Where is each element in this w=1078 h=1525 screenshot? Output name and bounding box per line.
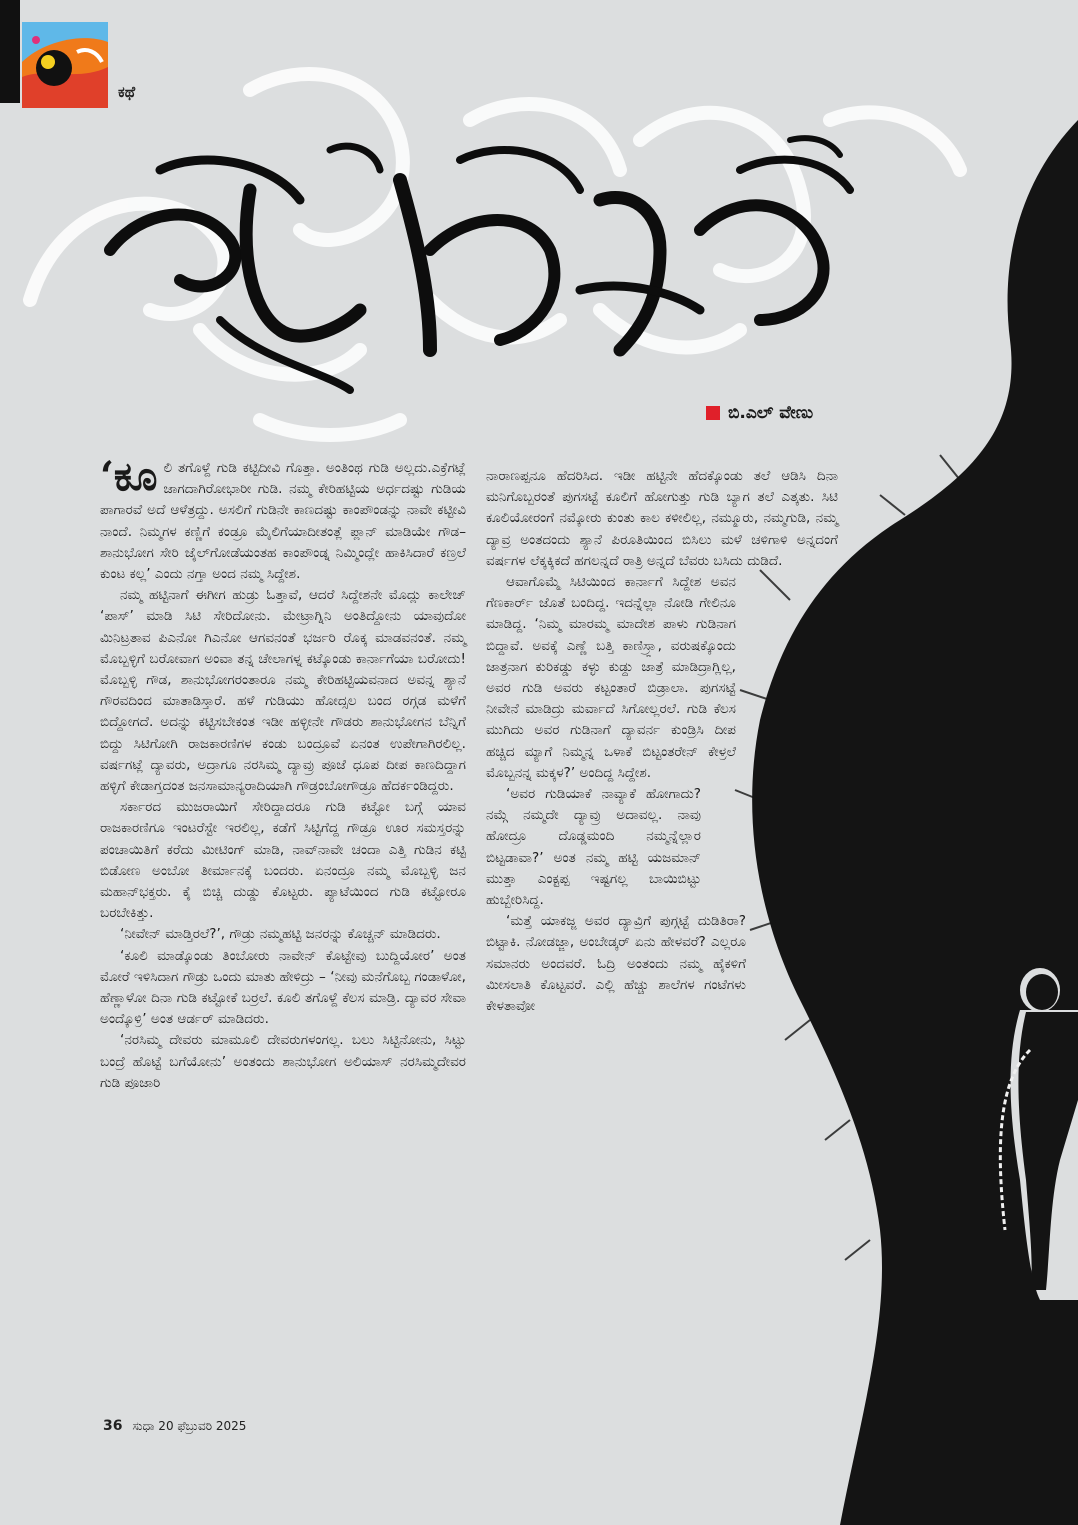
article-column-2 [486,466,838,1017]
page-footer [103,1418,246,1434]
article-paragraph: ನಮ್ಮ ಹಟ್ಟಿನಾಗೆ ಈಗೀಗ ಹುಡ್ರು ಓತ್ತಾವೆ, ಆದರೆ ಸಿದ್ದೇಶನೇ ಮೊದ್ಲು ಕಾಲೇಜ್ ‘ಪಾಸ್’ ಮಾಡಿ ಸಿಟಿ ಸೇರಿದೋನು. ಮೇಟ್ರಾಗ್ನಿನಿ ಅಂತಿದ್ದೋನು ಯಾವುದೋ ಮಿನಿಟ್ರತಾವ ಪಿಎನೋ ಗಿಎನೋ ಆಗವನಂತೆ ಭರ್ಜರಿ ರೊಕ್ಕ ಮಾಡವನಂತೆ. ನಮ್ಮ ಮೊಬ್ಬಳ್ಳಿಗೆ ಬರೋವಾಗ ಅಂವಾ ತನ್ನ ಚೇಲಾಗಳ್ನ ಕಟ್ಕೊಂಡು ಕಾರ್ನಾಗೆಯಾ ಬರೋದು! ಮೊಬ್ಬಳ್ಳಿ ಗೌಡ, ಶಾನುಭೋಗರಂತಾರೂ ನಮ್ಮ ಕೇರಿಹಟ್ಟಿಯವನಾದ ಅವನ್ನ ಶ್ಯಾನೆ ಗೌರವದಿಂದ ಮಾತಾಡಿಸ್ತಾರೆ. ಹಳೆ ಗುಡಿಯು ಹೋದ್ಸಲ ಬಂದ ರಗ್ಗಡ ಮಳೆಗೆ ಬಿದ್ದೋಗದೆ. ಅದನ್ನು ಕಟ್ಟಿಸಬೇಕಂತ ಇಡೀ ಹಳ್ಳೀನೇ ಗೌಡರು ಶಾನುಭೋಗನ ಬೆನ್ನಿಗೆ ಬಿದ್ದು ಸಿಟಿಗೋಗಿ ರಾಜಕಾರಣಿಗಳ ಕಂಡು ಬಂದ್ರೂವೆ ಏನಂತ ಉಪೇಗಾಗಿರಲಿಲ್ಲ. ವರ್ಷಗಟ್ಲೆ ದ್ಯಾವರು, ಅದ್ರಾಗೂ ನರಸಿಮ್ಮ ದ್ಯಾವ್ರು ಪೂಜೆ ಧೂಪ ದೀಪ ಕಾಣದಿದ್ದಾಗ ಹಳ್ಳಿಗೆ ಕೇಡಾಗ್ತದಂತ ಜನಸಾಮಾನ್ಯರಾದಿಯಾಗಿ ಗೌಡ್ರಂಬೋಗೌಡ್ರೂ ಹೆದರ್ಕಂಡಿದ್ದರು. [100,587,466,795]
article-paragraph: ನಾರಾಣಪ್ಪನೂ ಹೆದರಿಸಿದ. ಇಡೀ ಹಟ್ಟಿನೇ ಹೆದಕ್ಕೊಂಡು ತಲೆ ಆಡಿಸಿ ದಿನಾ ಮನಿಗೊಬ್ಬರಂತೆ ಪುಗಸಟ್ಟೆ ಕೂಲಿಗೆ ಹೋಗುತ್ತು ಗುಡಿ ಬ್ಯಾಗ ತಲೆ ಎತ್ಕತು. ಸಿಟಿ ಕೂಲಿಯೋರಂಗೆ ನಮ್ಕೋರು ಕುಂತು ಕಾಲ ಕಳೀಲಿಲ್ಲ, ನಮ್ಮೂರು, ನಮ್ಮಗುಡಿ, ನಮ್ಮ ದ್ಯಾವ್ರ ಅಂತದಂದು ಶ್ಯಾನೆ ಪಿರೂತಿಯಿಂದ ಬಿಸಿಲು ಮಳೆ ಚಳಿಗಾಳಿ ಅನ್ನದಂಗೆ ವರ್ಷಗಳ ಲೆಕ್ಕಕ್ಕಿಕದೆ ಹಗಲನ್ನದೆ ರಾತ್ರಿ ಅನ್ನದೆ ಬೆವರು ಬಸಿದು ದುಡಿದೆ. [486,468,838,569]
story-title-art [100,130,860,410]
byline-marker [706,406,720,420]
author-name: ಬಿ.ಎಲ್‌ ವೇಣು [728,403,814,423]
section-label: ಕಥೆ [118,83,136,101]
drop-cap: ‘ಕೂ [100,453,158,500]
corner-tab [0,0,20,103]
article-paragraph: ‘ಮತ್ತೆ ಯಾಕಜ್ಜ ಅವರ ದ್ಯಾವ್ರಿಗೆ ಪುಗ್ಗಟ್ಟೆ ದುಡಿತಿರಾ? ಬಿಟ್ಟಾಕಿ. ನೋಡಜ್ಜಾ, ಅಂಬೇಡ್ಕರ್ ಏನು ಹೇಳವರೆ? ಎಲ್ಲರೂ ಸಮಾನರು ಅಂದವರೆ. ಓದ್ರಿ ಅಂತಂದು ನಮ್ಮ ಹೈಕಳಿಗೆ ಮೀಸಲಾತಿ ಕೊಟ್ಟವರೆ. ಎಲ್ಲಿ ಹೆಚ್ಚು ಶಾಲೆಗಳ ಗಂಟೆಗಳು ಕೇಳತಾವೋ [486,913,746,1015]
article-paragraph: ‘ನೀವೇನ್ ಮಾಡ್ತಿರಲೆ?’, ಗೌಡ್ರು ನಮ್ಮಹಟ್ಟಿ ಜನರನ್ನು ಕೊಚ್ಚನ್ ಮಾಡಿದರು. [120,926,441,943]
article-paragraph: ‘ಅವರ ಗುಡಿಯಾಕೆ ನಾವ್ಯಾಕೆ ಹೋಗಾದು? ನಮ್ಗೆ ನಮ್ಮದೇ ದ್ಯಾವ್ರು ಅದಾವಲ್ಲ. ನಾವು ಹೋದ್ರೂ ದೊಡ್ಡಮಂದಿ ನಮ್ಮನ್ನೆಲ್ಲಾರ ಬಿಟ್ಟಡಾವಾ?’ ಅಂತ ನಮ್ಮ ಹಟ್ಟಿ ಯಜಮಾನ್ ಮುತ್ತಾ ಎಂಕ್ಟಪ್ಪ ಇಷ್ಟಗಲ್ಲ ಬಾಯಿಬಿಟ್ಟು ಹುಬ್ಬೇರಿಸಿದ್ದ. [486,786,701,909]
article-paragraph: ‘ಕೂಲಿ ಮಾಡ್ಕೊಂಡು ತಿಂಬೋರು ನಾವೇನ್ ಕೊಟ್ಟೇವು ಬುದ್ದಿಯೋರ’ ಅಂತ ಮೋರೆ ಇಳಿಸಿದಾಗ ಗೌಡ್ರು ಒಂದು ಮಾತು ಹೇಳಿದ್ರು – ‘ನೀವು ಮನೆಗೊಬ್ಬ ಗಂಡಾಳೋ, ಹೆಣ್ಣಾಳೋ ದಿನಾ ಗುಡಿ ಕಟ್ಟೋಕೆ ಬರ್ರಲೆ. ಕೂಲಿ ತಗೊಳ್ದೆ ಕೆಲಸ ಮಾಡ್ರಿ. ದ್ಯಾವರ ಸೇವಾ ಅಂದ್ಕೊಳ್ರಿ’ ಅಂತ ಆರ್ಡರ್ ಮಾಡಿದರು. [100,947,466,1028]
publication-date: ಸುಧಾ 20 ಫೆಬ್ರುವರಿ 2025 [132,1419,247,1433]
section-logo-icon [22,22,108,108]
article-paragraph: ‘ಕೂಲಿ ತಗೊಳ್ದೆ ಗುಡಿ ಕಟ್ಟಿದೀವಿ ಗೊತ್ತಾ. ಅಂತಿಂಥ ಗುಡಿ ಅಲ್ಲದು.ಎಕ್ರೆಗಟ್ಲೆ ಜಾಗದಾಗಿರೋಭಾರೀ ಗುಡಿ. ನಮ್ಮ ಕೇರಿಹಟ್ಟಿಯ ಅರ್ಧದಷ್ಟು ಗುಡಿಯ ಪಾಗಾರವೆ ಅದೆ ಆಳೆತ್ರದ್ದು. ಅಸಲಿಗೆ ಗುಡಿನೇ ಕಾಣದಷ್ಟು ಕಾಂಪೌಂಡನ್ನು ನಾವೇ ಕಟ್ಟೀವಿ ನಾಂದೆ. ನಿಮ್ಮಗಳ ಕಣ್ಣಿಗೆ ಕಂಡ್ರೂ ಮೈಲಿಗೆಯಾದೀತಂತ್ಲೆ ಪ್ಲಾನ್ ಮಾಡಿಯೇ ಗೌಡ–ಶಾನುಭೋಗ ಸೇರಿ ಜೈಲ್‌ಗೋಡೆಯಂತಹ ಕಾಂಪೌಂಡ್ನ ನಿಮ್ಮಿಂದ್ಲೇ ಹಾಕಿಸಿದಾರೆ ಕಣ್ರಲೆ ಕುಂಟ ಕಲ್ಲ’ ಎಂದು ನಗ್ತಾ ಅಂದ ನಮ್ಮ ಸಿದ್ದೇಶ. [100,453,466,583]
article-column-1 [100,453,466,1094]
author-byline [706,403,813,423]
page-number: 36 [103,1418,123,1434]
article-paragraph: ಆವಾಗೊಮ್ಮೆ ಸಿಟಿಯಿಂದ ಕಾರ್ನಾಗೆ ಸಿದ್ದೇಶ ಅವನ ಗೆಣಕಾರ್ರ್ ಜೊತೆ ಬಂದಿದ್ದ. ಇದನ್ನೆಲ್ಲಾ ನೋಡಿ ಗೇಲಿನೂ ಮಾಡಿದ್ದ. ‘ನಿಮ್ಮ ಮಾರಮ್ಮ ಮಾದೇಶ ಪಾಳು ಗುಡಿನಾಗ ಬಿದ್ದಾವೆ. ಅವಕ್ಕೆ ಎಣ್ಣೆ ಬತ್ತಿ ಕಾಣಿಸ್ರ್ಲಾ, ವರುಷಕ್ಕೊಂದು ಜಾತ್ರನಾಗ ಕುರಿಕಡ್ಡು ಕಳ್ಳು ಕುಡ್ದು ಜಾತ್ರೆ ಮಾಡಿದ್ರಾಗ್ಲಿಲ್ಲ, ಅವರ ಗುಡಿ ಅವರು ಕಟ್ಟಂತಾರೆ ಬಿಡ್ರಾಲಾ. ಪುಗಸಟ್ಟೆ ನೀವೇನೆ ಮಾಡಿದ್ರು ಮರ್ವಾದೆ ಸಿಗೋಲ್ಲರಲೆ. ಗುಡಿ ಕೆಲಸ ಮುಗಿದು ಅವರ ಗುಡಿನಾಗೆ ದ್ಯಾವರ್ನ ಕುಂಡ್ರಿಸಿ ದೀಪ ಹಚ್ಚಿದ ಮ್ಯಾಗೆ ನಿಮ್ಮನ್ನ ಒಳಾಕೆ ಬಿಟ್ಟಂತರೇನ್ ಕೇಳ್ರಲೆ ಮೊಬ್ಬನನ್ನ ಮಕ್ಕಳ?’ ಅಂದಿದ್ದ ಸಿದ್ದೇಶ. [486,574,736,781]
article-paragraph: ‘ನರಸಿಮ್ಮ ದೇವರು ಮಾಮೂಲಿ ದೇವರುಗಳಂಗಲ್ಲ. ಬಲು ಸಿಟ್ಟಿನೋನು, ಸಿಟ್ಟು ಬಂದ್ರೆ ಹೊಟ್ಟೆ ಬಗೆಯೋನು’ ಅಂತಂದು ಶಾನುಭೋಗ ಅಲಿಯಾಸ್ ನರಸಿಮ್ಮದೇವರ ಗುಡಿ ಪೂಜಾರಿ [100,1032,466,1091]
article-paragraph: ಸರ್ಕಾರದ ಮುಜರಾಯಿಗೆ ಸೇರಿದ್ದಾದರೂ ಗುಡಿ ಕಟ್ಟೋ ಬಗ್ಗೆ ಯಾವ ರಾಜಕಾರಣಿಗೂ ಇಂಟರೆಸ್ಟೇ ಇರಲಿಲ್ಲ, ಕಡೆಗೆ ಸಿಟ್ಟಿಗೆದ್ದ ಗೌಡ್ರೂ ಊರ ಸಮಸ್ತರನ್ನು ಪಂಚಾಯಿತಿಗೆ ಕರೆದು ಮೀಟಿಂಗ್ ಮಾಡಿ, ನಾವ್‌ನಾವೇ ಚಂದಾ ಎತ್ತಿ ಗುಡಿನ ಕಟ್ಟಿ ಬಿಡೋಣ ಅಂಬೋ ತೀರ್ಮಾನಕ್ಕೆ ಬಂದರು. ಏನಂದ್ರೂ ನಮ್ಮ ಮೊಬ್ಬಳ್ಳಿ ಜನ ಮಹಾನ್‌ಭಕ್ತರು. ಕೈ ಬಿಚ್ಚಿ ದುಡ್ಡು ಕೊಟ್ಟರು. ಪ್ಯಾಟೆಯಿಂದ ಗುಡಿ ಕಟ್ಟೋರೂ ಬರಬೇಕಿತ್ತು. [100,799,466,922]
